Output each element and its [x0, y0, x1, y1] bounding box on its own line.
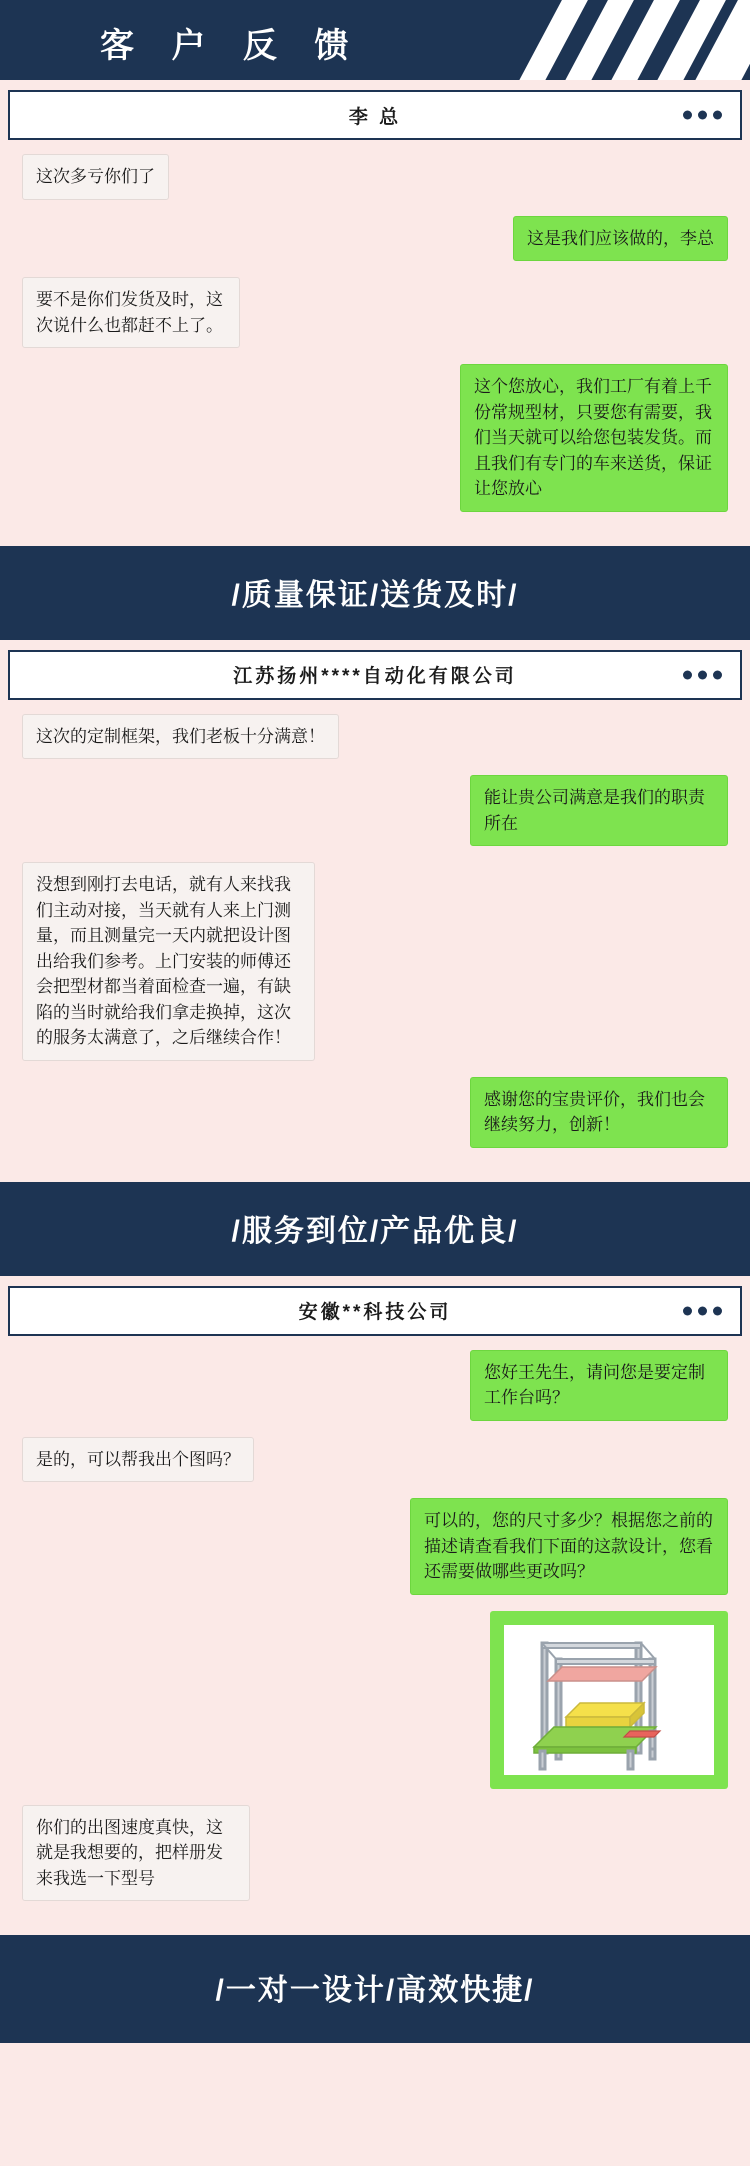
- message-bubble: 没想到刚打去电话，就有人来找我们主动对接，当天就有人来上门测量，而且测量完一天内就把设计图出给我们参考。上门安装的师傅还会把型材都当着面检查一遍，有缺陷的当时就给我们拿走换掉，这次的服务太满意了，之后继续合作！: [22, 862, 315, 1061]
- message-bubble: 这是我们应该做的，李总: [513, 216, 728, 262]
- message-row: [22, 1437, 728, 1483]
- message-row: [22, 1077, 728, 1148]
- message-row: [22, 216, 728, 262]
- message-row: [22, 1498, 728, 1595]
- chat-header: [8, 90, 742, 140]
- chat-body: [0, 700, 750, 1182]
- message-row: [22, 1350, 728, 1421]
- chat-header: [8, 650, 742, 700]
- workbench-drawing-icon: [504, 1625, 686, 1775]
- message-bubble: 能让贵公司满意是我们的职责所在: [470, 775, 728, 846]
- contact-name: 江苏扬州****自动化有限公司: [233, 666, 517, 687]
- message-row: [22, 1805, 728, 1902]
- image-message-bubble[interactable]: [490, 1611, 728, 1789]
- message-bubble: 感谢您的宝贵评价，我们也会继续努力，创新！: [470, 1077, 728, 1148]
- message-bubble: 这次多亏你们了: [22, 154, 169, 200]
- chat-header: [8, 1286, 742, 1336]
- message-row: [22, 775, 728, 846]
- message-bubble: 你们的出图速度真快，这就是我想要的，把样册发来我选一下型号: [22, 1805, 250, 1902]
- message-row: [22, 1611, 728, 1789]
- message-row: [22, 862, 728, 1061]
- page-title: 客 户 反 馈: [100, 27, 363, 65]
- message-bubble: 可以的，您的尺寸多少？根据您之前的描述请查看我们下面的这款设计，您看还需要做哪些更改吗？: [410, 1498, 728, 1595]
- message-row: [22, 277, 728, 348]
- message-row: [22, 714, 728, 760]
- message-row: [22, 364, 728, 512]
- workbench-design-image: [504, 1625, 714, 1775]
- more-dots-icon[interactable]: [683, 1306, 722, 1315]
- section-divider: /质量保证/送货及时/: [0, 546, 750, 640]
- more-dots-icon[interactable]: [683, 670, 722, 679]
- message-bubble: 是的，可以帮我出个图吗？: [22, 1437, 254, 1483]
- chat-body: [0, 140, 750, 546]
- message-bubble: 要不是你们发货及时，这次说什么也都赶不上了。: [22, 277, 240, 348]
- contact-name: 李 总: [348, 106, 402, 128]
- section-divider: /服务到位/产品优良/: [0, 1182, 750, 1276]
- message-bubble: 这个您放心，我们工厂有着上千份常规型材，只要您有需要，我们当天就可以给您包装发货。而且我们有专门的车来送货，保证让您放心: [460, 364, 728, 512]
- contact-name: 安徽**科技公司: [298, 1302, 452, 1323]
- page-header-banner: [0, 0, 750, 80]
- more-dots-icon[interactable]: [683, 111, 722, 120]
- message-bubble: 您好王先生，请问您是要定制工作台吗？: [470, 1350, 728, 1421]
- section-divider: /一对一设计/高效快捷/: [0, 1935, 750, 2043]
- message-row: [22, 154, 728, 200]
- chat-body: [0, 1336, 750, 1936]
- message-bubble: 这次的定制框架，我们老板十分满意！: [22, 714, 339, 760]
